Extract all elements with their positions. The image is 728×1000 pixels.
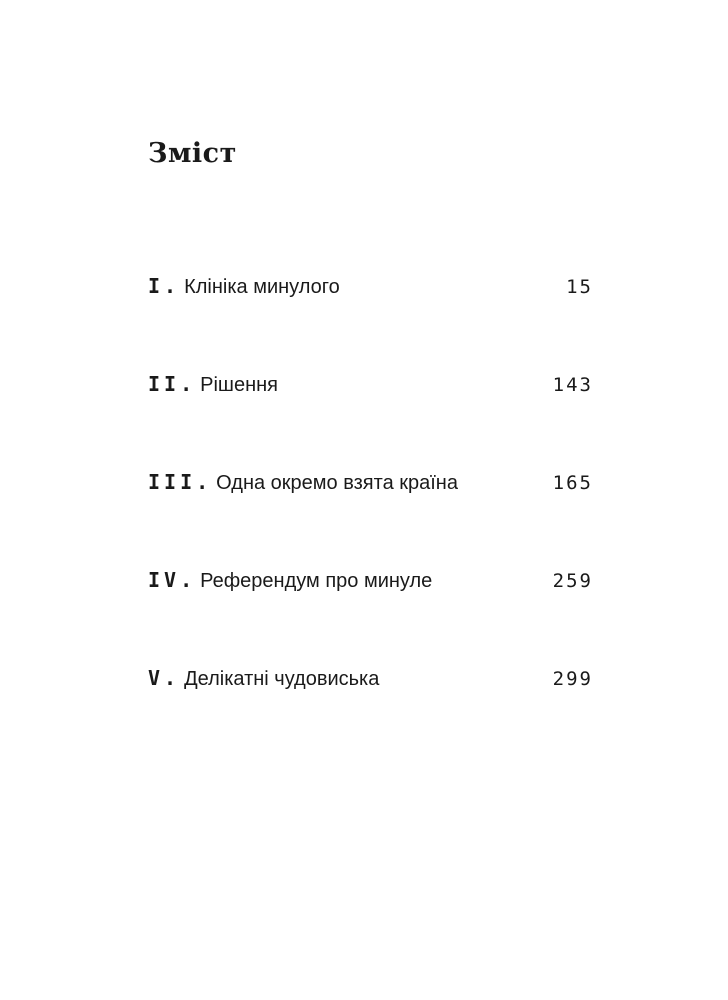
- chapter-numeral: III.: [148, 470, 213, 494]
- chapter-numeral: I.: [148, 274, 181, 298]
- chapter-title: Клініка минулого: [184, 276, 340, 298]
- chapter-title: Делікатні чудовиська: [184, 668, 380, 690]
- toc-entry-4: [148, 568, 593, 666]
- table-of-contents: [148, 274, 593, 764]
- toc-entry-2: [148, 372, 593, 470]
- page-title: Зміст: [148, 138, 237, 169]
- chapter-title: Рішення: [200, 374, 278, 396]
- chapter-numeral: V.: [148, 666, 181, 690]
- page-number: 165: [552, 472, 593, 494]
- chapter-numeral: IV.: [148, 568, 197, 592]
- chapter-numeral: II.: [148, 372, 197, 396]
- chapter-title: Одна окремо взята країна: [216, 472, 458, 494]
- page-number: 15: [566, 276, 593, 298]
- page-number: 259: [552, 570, 593, 592]
- toc-entry-3: [148, 470, 593, 568]
- chapter-title: Референдум про минуле: [200, 570, 433, 592]
- toc-entry-5: [148, 666, 593, 764]
- toc-entry-1: [148, 274, 593, 372]
- page-number: 299: [552, 668, 593, 690]
- page-number: 143: [552, 374, 593, 396]
